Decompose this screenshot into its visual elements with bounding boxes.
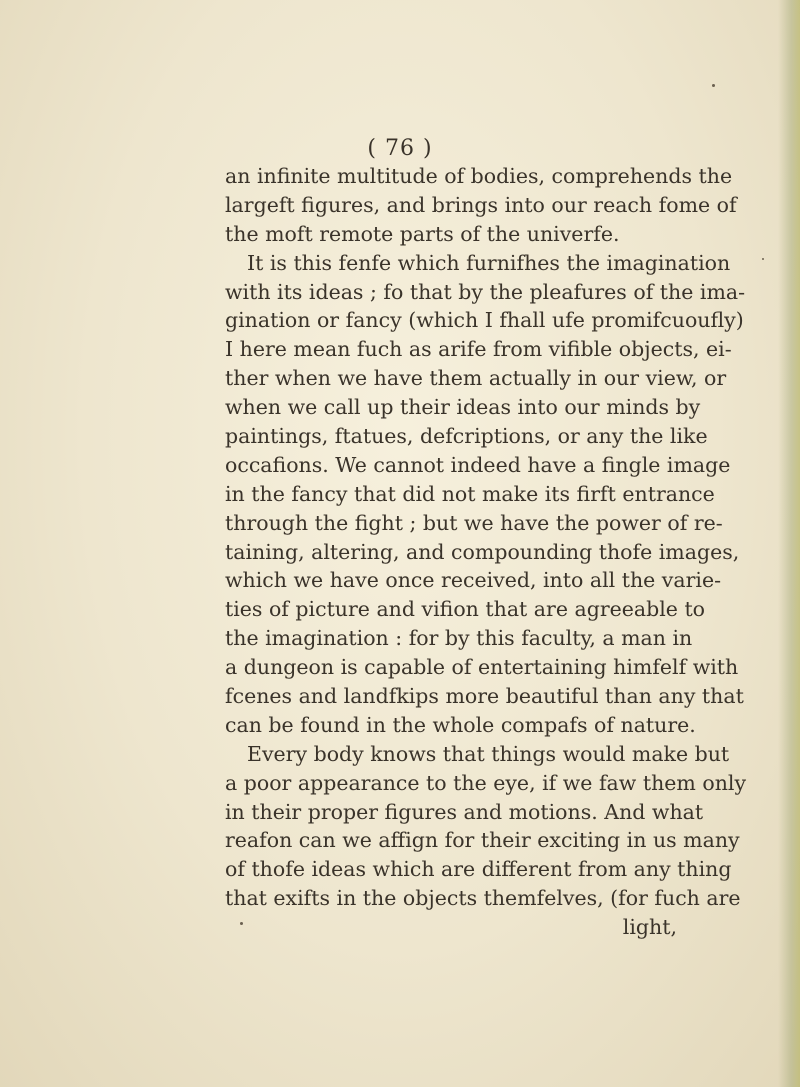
paper-speck [712,84,715,87]
text-line: which we have once received, into all the varie- [225,568,722,593]
text-line: can be found in the whole compafs of nature. [225,712,696,737]
text-line: I here mean fuch as arife from vifible objects, ei- [225,337,732,362]
text-line: in their proper figures and motions. And what [225,799,704,824]
text-line: ties of picture and vifion that are agreeable to [225,597,706,622]
text-line: fcenes and landfkips more beautiful than any that [225,684,744,709]
text-line: a dungeon is capable of entertaining himfelf with [225,655,739,680]
paper-speck [762,258,764,260]
text-line: occafions. We cannot indeed have a fingle image [225,452,731,477]
text-line: the moft remote parts of the univerfe. [225,221,620,246]
paper-speck [240,922,243,925]
text-line: paintings, ftatues, defcriptions, or any the like [225,424,708,449]
text-line: with its ideas ; fo that by the pleafures of the ima- [225,279,746,304]
text-line: Every body knows that things would make but [247,741,730,766]
text-line: gination or fancy (which I fhall ufe promifcuoufly) [225,308,744,333]
page-number: ( 76 ) [367,136,433,161]
text-line: largeft figures, and brings into our reach fome of [225,192,737,217]
body-text [225,162,747,942]
text-line: through the fight ; but we have the power of re- [225,510,723,535]
text-line: the imagination : for by this faculty, a man in [225,626,693,651]
text-line: of thofe ideas which are different from any thing [225,857,732,882]
text-line: an infinite multitude of bodies, comprehends the [225,164,733,188]
text-line: in the fancy that did not make its firft entrance [225,481,715,506]
text-line: that exifts in the objects themfelves, (for fuch are [225,886,741,911]
catchword: light, [622,915,677,940]
text-line: taining, altering, and compounding thofe images, [225,539,740,564]
text-line: when we call up their ideas into our minds by [225,395,701,420]
page-edge-shadow [778,0,800,1087]
text-line: a poor appearance to the eye, if we faw them only [225,770,747,795]
text-line: reafon can we affign for their exciting in us many [225,828,740,853]
text-line: ther when we have them actually in our view, or [225,366,727,391]
text-line: It is this fenfe which furnifhes the imagination [247,250,731,275]
